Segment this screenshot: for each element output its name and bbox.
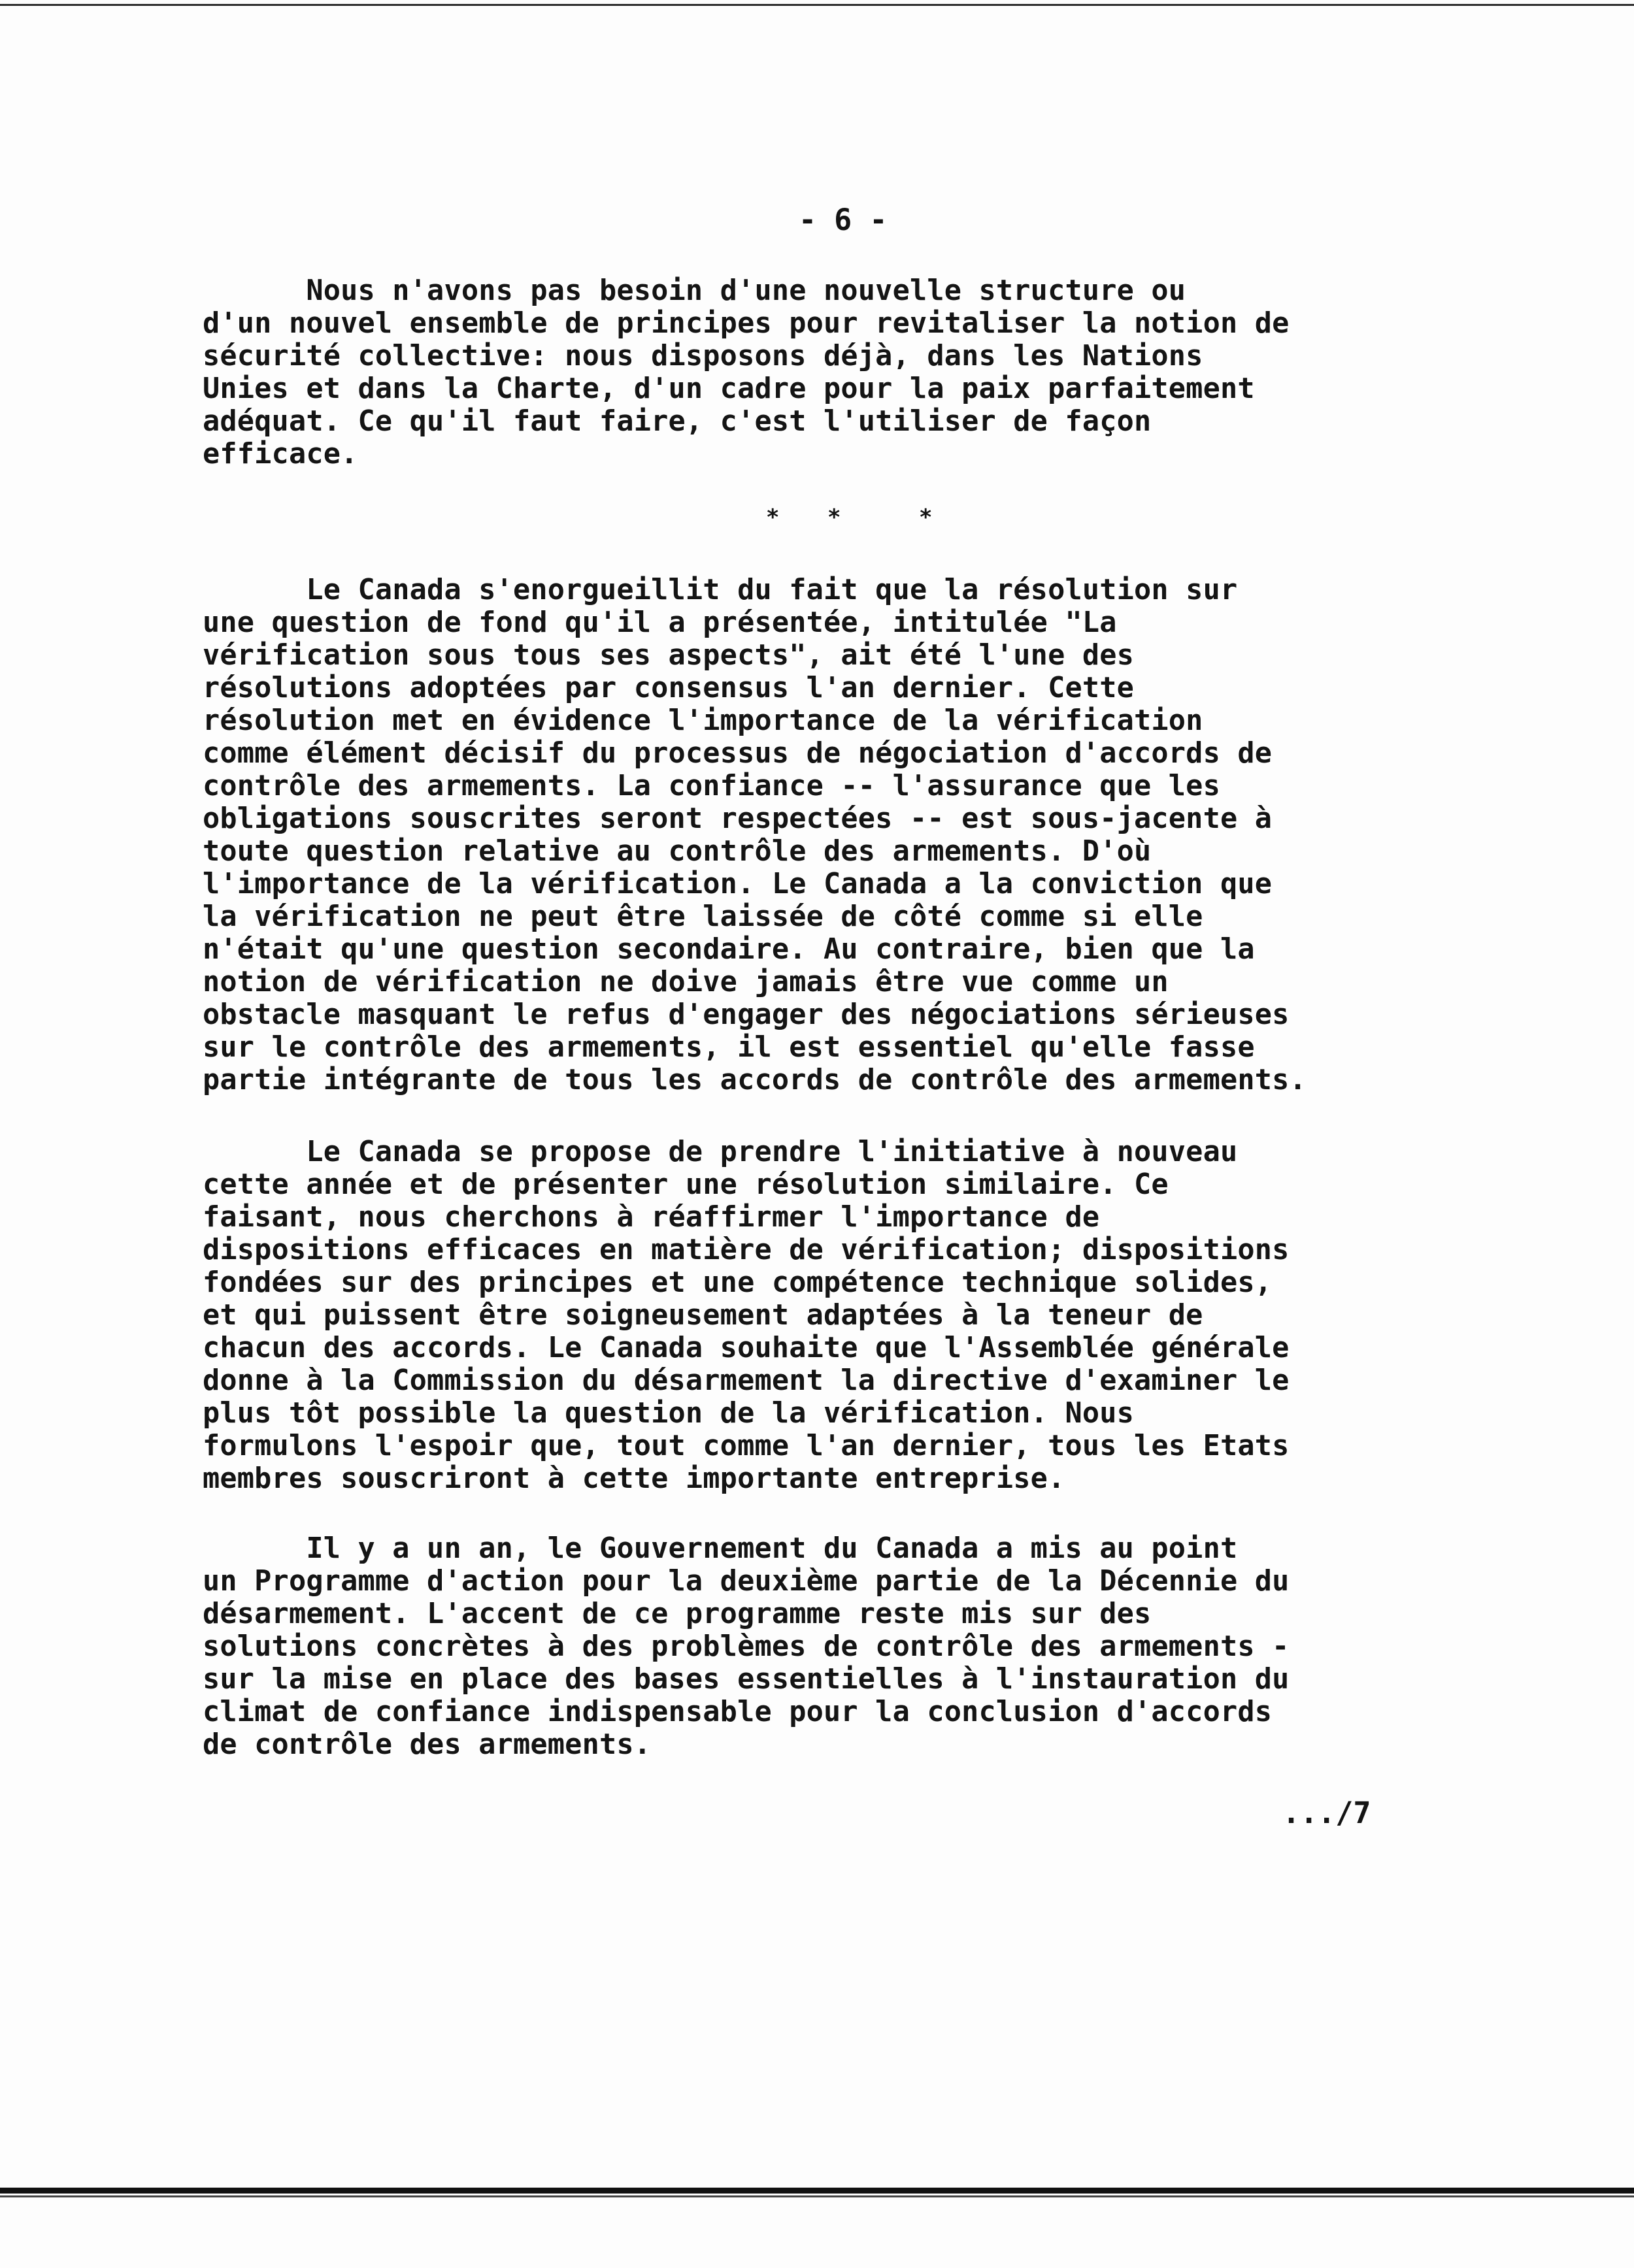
text-line: dispositions efficaces en matière de vérification; dispositions	[203, 1234, 1290, 1266]
text-line: fondées sur des principes et une compétence technique solides,	[203, 1266, 1273, 1299]
text-line: chacun des accords. Le Canada souhaite que l'Assemblée générale	[203, 1332, 1290, 1364]
text-line: résolution met en évidence l'importance de la vérification	[203, 704, 1203, 737]
text-line: une question de fond qu'il a présentée, intitulée "La	[203, 606, 1117, 639]
text-line: un Programme d'action pour la deuxième partie de la Décennie du	[203, 1565, 1290, 1598]
text-line: Unies et dans la Charte, d'un cadre pour la paix parfaitement	[203, 372, 1255, 405]
text-line: sécurité collective: nous disposons déjà, dans les Nations	[203, 340, 1203, 372]
text-line: notion de vérification ne doive jamais être vue comme un	[203, 966, 1169, 998]
text-line: cette année et de présenter une résolution similaire. Ce	[203, 1168, 1169, 1201]
text-line: Nous n'avons pas besoin d'une nouvelle structure ou	[203, 274, 1186, 307]
text-line: climat de confiance indispensable pour la conclusion d'accords	[203, 1696, 1273, 1728]
text-line: faisant, nous cherchons à réaffirmer l'importance de	[203, 1201, 1100, 1234]
text-line: sur le contrôle des armements, il est essentiel qu'elle fasse	[203, 1031, 1255, 1064]
text-line: la vérification ne peut être laissée de côté comme si elle	[203, 900, 1203, 933]
text-line: contrôle des armements. La confiance -- l'assurance que les	[203, 770, 1220, 802]
text-line: désarmement. L'accent de ce programme reste mis sur des	[203, 1598, 1152, 1630]
text-line: et qui puissent être soigneusement adaptées à la teneur de	[203, 1299, 1203, 1332]
separator-star: *	[919, 504, 933, 531]
separator-star: *	[827, 504, 841, 531]
text-line: résolutions adoptées par consensus l'an dernier. Cette	[203, 672, 1135, 704]
top-edge-rule	[0, 4, 1634, 6]
page-number: - 6 -	[799, 203, 888, 237]
separator-star: *	[766, 504, 780, 531]
text-line: Le Canada se propose de prendre l'initiative à nouveau	[203, 1136, 1238, 1168]
text-line: vérification sous tous ses aspects", ait été l'une des	[203, 639, 1135, 672]
text-line: plus tôt possible la question de la vérification. Nous	[203, 1397, 1135, 1430]
text-line: obstacle masquant le refus d'engager des négociations sérieuses	[203, 998, 1290, 1031]
text-line: partie intégrante de tous les accords de contrôle des armements.	[203, 1064, 1307, 1096]
text-line: toute question relative au contrôle des armements. D'où	[203, 835, 1152, 868]
text-line: membres souscriront à cette importante entreprise.	[203, 1462, 1065, 1495]
text-line: obligations souscrites seront respectées -- est sous-jacente à	[203, 802, 1273, 835]
text-line: n'était qu'une question secondaire. Au contraire, bien que la	[203, 933, 1255, 966]
text-line: donne à la Commission du désarmement la directive d'examiner le	[203, 1364, 1290, 1397]
text-line: comme élément décisif du processus de négociation d'accords de	[203, 737, 1273, 770]
text-line: de contrôle des armements.	[203, 1728, 652, 1761]
text-line: d'un nouvel ensemble de principes pour revitaliser la notion de	[203, 307, 1290, 340]
text-line: solutions concrètes à des problèmes de contrôle des armements -	[203, 1630, 1290, 1663]
text-line: l'importance de la vérification. Le Canada a la conviction que	[203, 868, 1273, 900]
text-line: Le Canada s'enorgueillit du fait que la résolution sur	[203, 574, 1238, 606]
bottom-edge-rule-thin	[0, 2195, 1634, 2197]
continuation-marker: .../7	[1282, 1796, 1371, 1830]
text-line: Il y a un an, le Gouvernement du Canada a mis au point	[203, 1532, 1238, 1565]
text-line: adéquat. Ce qu'il faut faire, c'est l'utiliser de façon	[203, 405, 1152, 438]
text-line: sur la mise en place des bases essentielles à l'instauration du	[203, 1663, 1290, 1696]
bottom-edge-rule	[0, 2188, 1634, 2194]
text-line: efficace.	[203, 438, 358, 470]
text-line: formulons l'espoir que, tout comme l'an dernier, tous les Etats	[203, 1430, 1290, 1462]
